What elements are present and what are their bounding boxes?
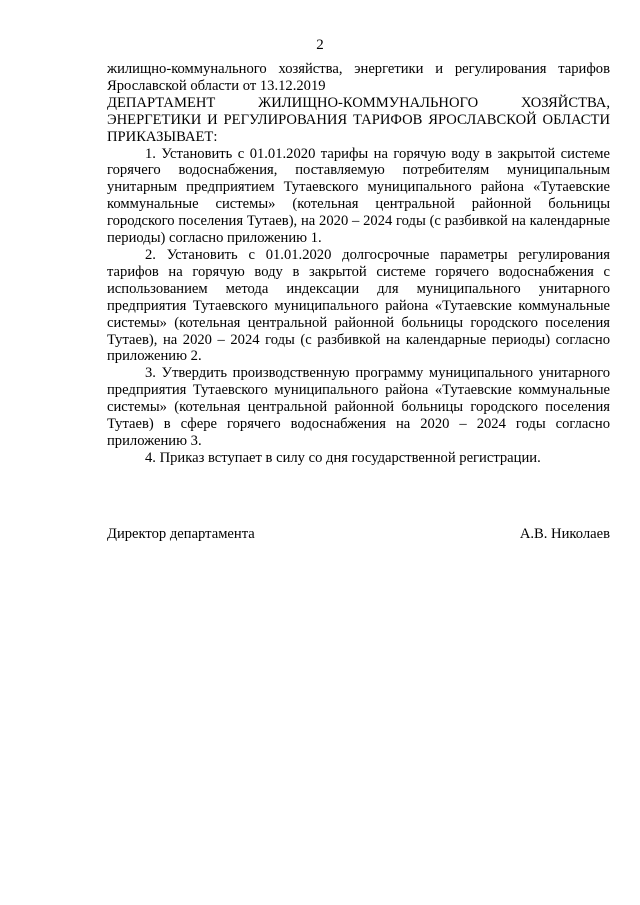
- preamble-paragraph: ДЕПАРТАМЕНТ ЖИЛИЩНО-КОММУНАЛЬНОГО ХОЗЯЙСТВА, ЭНЕРГЕТИКИ И РЕГУЛИРОВАНИЯ ТАРИФОВ ЯРОСЛАВСКОЙ ОБЛАСТИ ПРИКАЗЫВАЕТ:: [107, 94, 610, 145]
- order-item-3: 3. Утвердить производственную программу муниципального унитарного предприятия Тутаевского муниципального района «Тутаевские коммунальные системы» (котельная центральной районной больницы городского поселения Тутаев) в сфере горячего водоснабжения на 2020 – 2024 годы согласно приложению 3.: [107, 365, 610, 449]
- order-item-4: 4. Приказ вступает в силу со дня государственной регистрации.: [145, 449, 541, 466]
- order-item-2: 2. Установить с 01.01.2020 долгосрочные параметры регулирования тарифов на горячую воду в закрытой системе горячего водоснабжения с использованием метода индексации для муниципального унитарного предприятия Тутаевского муниципального района «Тутаевские коммунальные системы» (котельная центральной районной больницы городского поселения Тутаев), на 2020 – 2024 годы (с разбивкой на календарные периоды) согласно приложению 2.: [107, 246, 610, 365]
- signatory-name: А.В. Николаев: [519, 526, 610, 542]
- document-body: [107, 61, 610, 467]
- intro-paragraph: жилищно-коммунального хозяйства, энергетики и регулирования тарифов Ярославской области от 13.12.2019: [107, 61, 610, 94]
- page-number: 2: [316, 37, 324, 53]
- order-item-1: 1. Установить с 01.01.2020 тарифы на горячую воду в закрытой системе горячего водоснабжения, поставляемую потребителям муниципальным унитарным предприятием Тутаевского муниципального района «Тутаевские коммунальные системы» (котельная центральной районной больницы городского поселения Тутаев), на 2020 – 2024 годы (с разбивкой на календарные периоды) согласно приложению 1.: [107, 145, 610, 247]
- signature-block: [107, 526, 610, 543]
- signatory-position: Директор департамента: [107, 526, 255, 542]
